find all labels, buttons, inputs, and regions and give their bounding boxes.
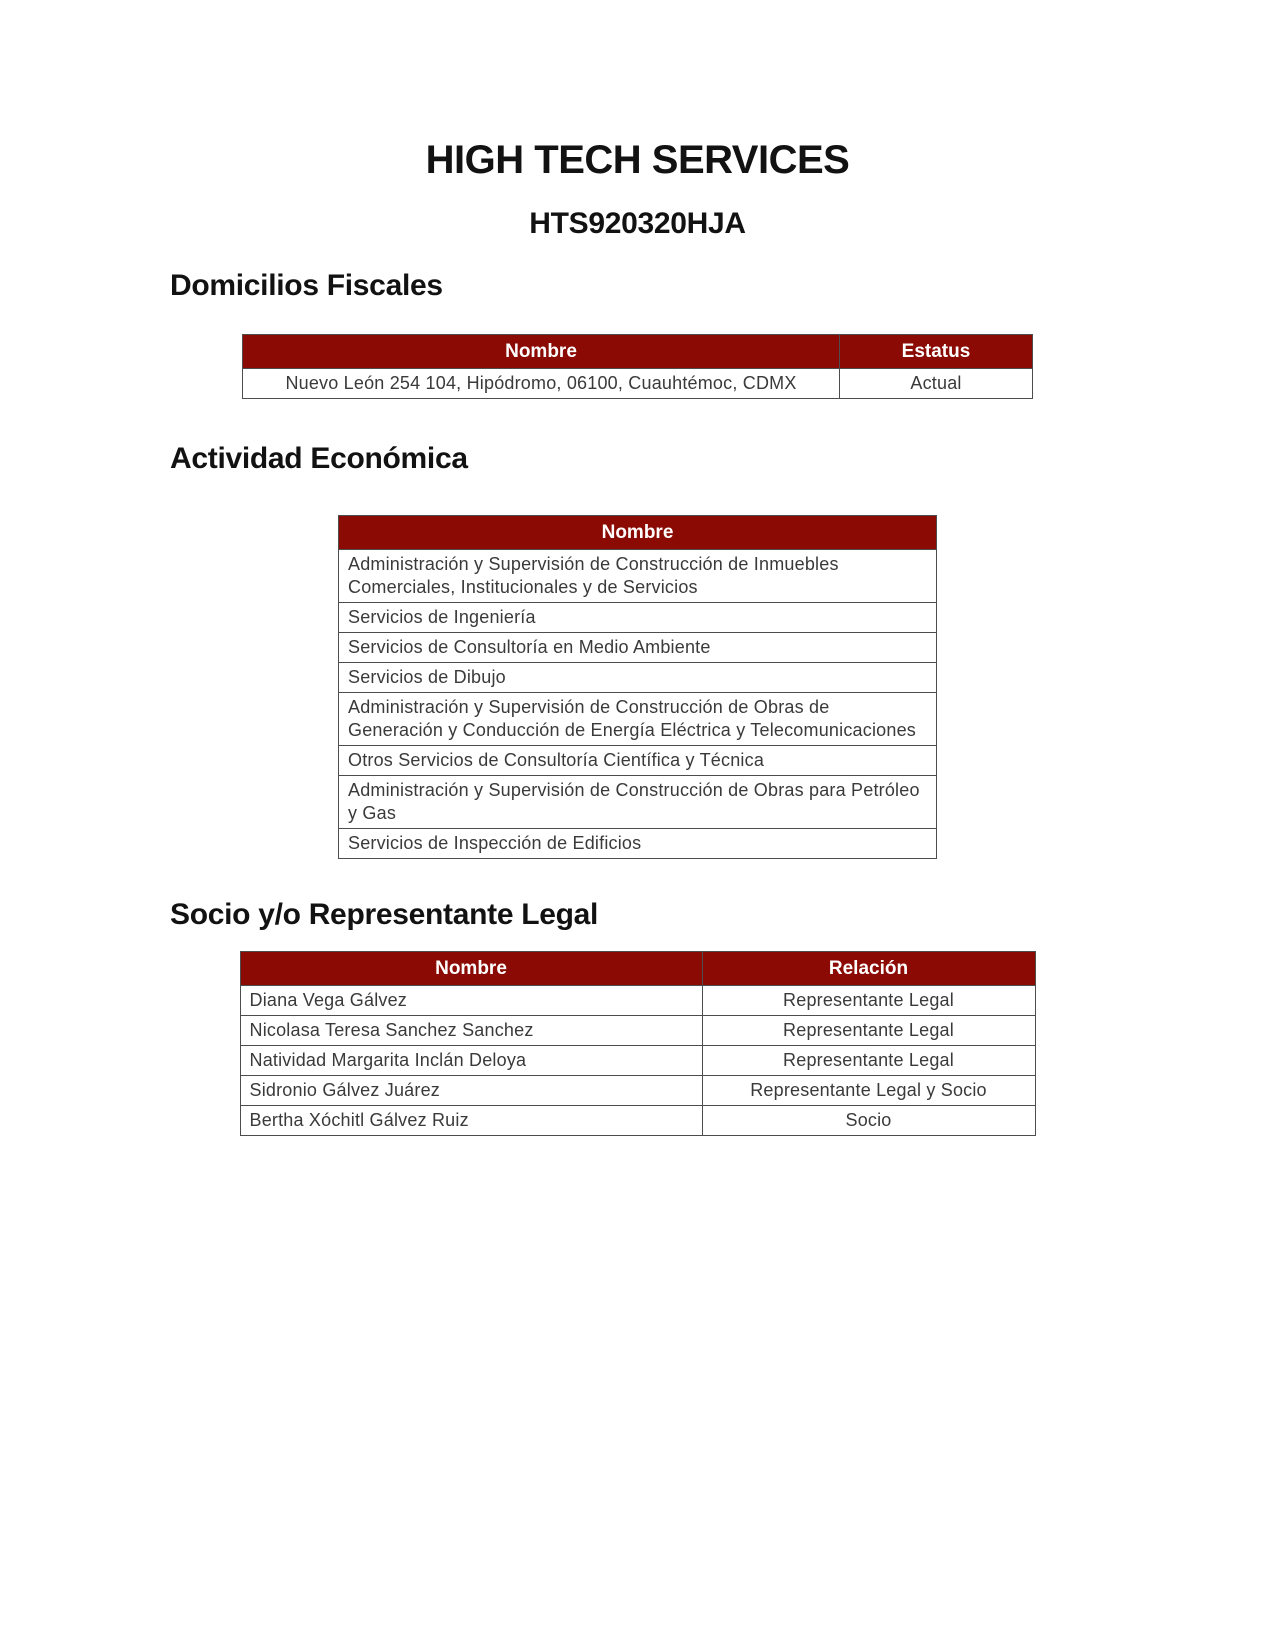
column-header-relacion: Relación bbox=[702, 952, 1035, 986]
company-rfc: HTS920320HJA bbox=[529, 207, 746, 240]
actividad-nombre: Servicios de Ingeniería bbox=[339, 603, 937, 633]
socio-relacion: Representante Legal bbox=[702, 986, 1035, 1016]
socio-nombre: Bertha Xóchitl Gálvez Ruiz bbox=[240, 1106, 702, 1136]
socio-nombre: Nicolasa Teresa Sanchez Sanchez bbox=[240, 1016, 702, 1046]
socio-relacion: Representante Legal y Socio bbox=[702, 1076, 1035, 1106]
actividad-nombre: Servicios de Inspección de Edificios bbox=[339, 829, 937, 859]
socio-relacion: Representante Legal bbox=[702, 1016, 1035, 1046]
actividad-table bbox=[338, 515, 937, 859]
table-row bbox=[240, 1106, 1035, 1136]
section-heading-socios: Socio y/o Representante Legal bbox=[170, 898, 599, 931]
table-row bbox=[339, 829, 937, 859]
socio-nombre: Natividad Margarita Inclán Deloya bbox=[240, 1046, 702, 1076]
actividad-nombre: Servicios de Consultoría en Medio Ambiente bbox=[339, 633, 937, 663]
socio-relacion: Socio bbox=[702, 1106, 1035, 1136]
section-actividad-economica bbox=[0, 439, 1275, 859]
actividad-nombre: Otros Servicios de Consultoría Científica y Técnica bbox=[339, 746, 937, 776]
column-header-estatus: Estatus bbox=[840, 335, 1033, 369]
section-socio-representante-legal bbox=[0, 895, 1275, 1136]
actividad-nombre: Servicios de Dibujo bbox=[339, 663, 937, 693]
table-row bbox=[240, 1016, 1035, 1046]
section-heading-actividad: Actividad Económica bbox=[170, 442, 468, 475]
socio-nombre: Sidronio Gálvez Juárez bbox=[240, 1076, 702, 1106]
table-row bbox=[339, 633, 937, 663]
column-header-nombre: Nombre bbox=[339, 516, 937, 550]
table-row bbox=[339, 663, 937, 693]
domicilio-nombre: Nuevo León 254 104, Hipódromo, 06100, Cuauhtémoc, CDMX bbox=[243, 369, 840, 399]
company-title: HIGH TECH SERVICES bbox=[425, 138, 850, 182]
table-row bbox=[240, 1076, 1035, 1106]
actividad-nombre: Administración y Supervisión de Construcción de Obras de Generación y Conducción de Energía Eléctrica y Telecomunicaciones bbox=[339, 693, 937, 746]
domicilio-estatus: Actual bbox=[840, 369, 1033, 399]
socios-table bbox=[240, 951, 1036, 1136]
table-row bbox=[240, 1046, 1035, 1076]
table-row bbox=[339, 776, 937, 829]
table-row bbox=[339, 693, 937, 746]
table-row bbox=[339, 603, 937, 633]
domicilios-table bbox=[242, 334, 1033, 399]
table-header-row bbox=[243, 335, 1033, 369]
section-domicilios-fiscales bbox=[0, 266, 1275, 399]
column-header-nombre: Nombre bbox=[243, 335, 840, 369]
table-row bbox=[339, 550, 937, 603]
table-header-row bbox=[339, 516, 937, 550]
table-row bbox=[240, 986, 1035, 1016]
table-header-row bbox=[240, 952, 1035, 986]
table-row bbox=[339, 746, 937, 776]
socio-nombre: Diana Vega Gálvez bbox=[240, 986, 702, 1016]
section-heading-domicilios: Domicilios Fiscales bbox=[170, 269, 443, 302]
socio-relacion: Representante Legal bbox=[702, 1046, 1035, 1076]
actividad-nombre: Administración y Supervisión de Construcción de Obras para Petróleo y Gas bbox=[339, 776, 937, 829]
actividad-nombre: Administración y Supervisión de Construcción de Inmuebles Comerciales, Institucionales y de Servicios bbox=[339, 550, 937, 603]
table-row bbox=[243, 369, 1033, 399]
column-header-nombre: Nombre bbox=[240, 952, 702, 986]
